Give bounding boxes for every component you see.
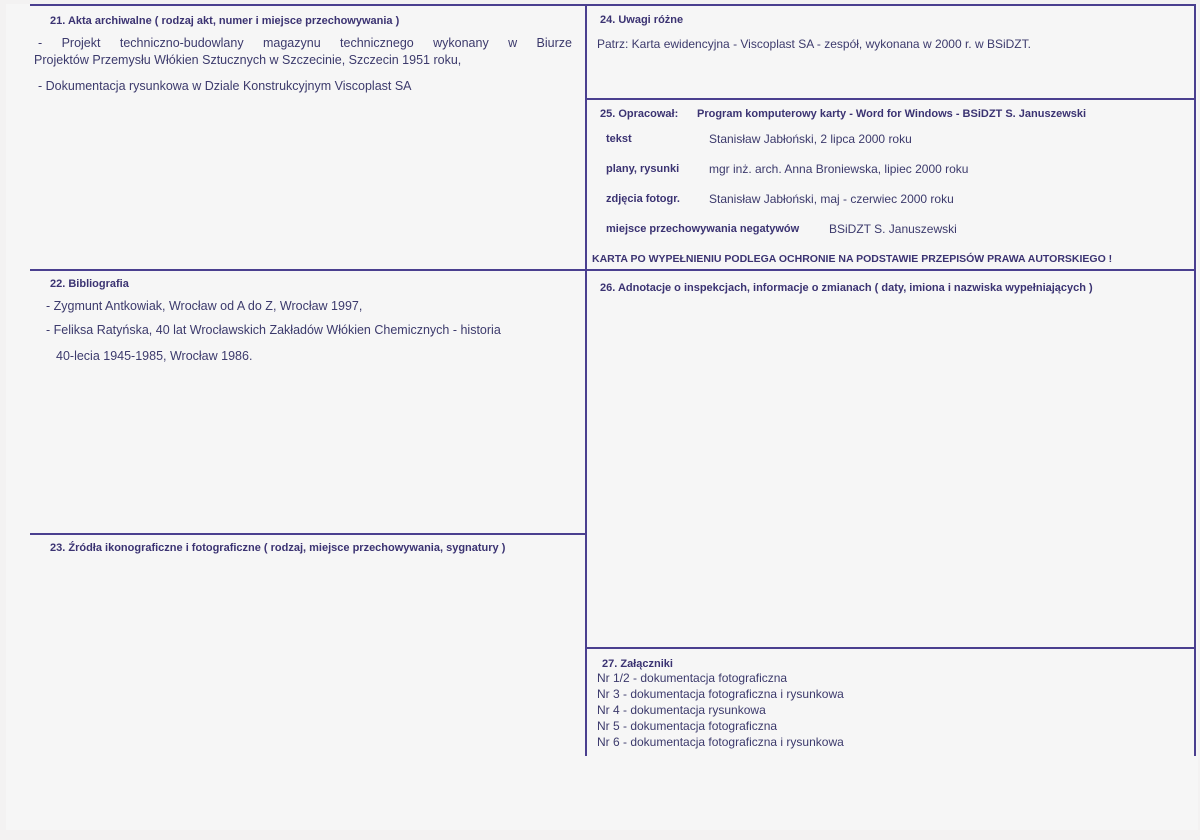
section-23-title: 23. Źródła ikonograficzne i fotograficzne ( rodzaj, miejsce przechowywania, sygnatury ) xyxy=(50,542,506,554)
section-21-line-2: Projektów Przemysłu Włókien Sztucznych w Szczecinie, Szczecin 1951 roku, xyxy=(34,53,462,67)
section-24-line-1: Patrz: Karta ewidencyjna - Viscoplast SA - zespół, wykonana w 2000 r. w BSiDZT. xyxy=(597,37,1031,51)
attachment-item: Nr 5 - dokumentacja fotograficzna xyxy=(597,719,778,733)
section-25-title: 25. Opracował: xyxy=(600,108,679,120)
divider-24-25 xyxy=(586,98,1196,100)
row-label-zdjecia: zdjęcia fotogr. xyxy=(606,193,680,205)
copyright-warning: KARTA PO WYPEŁNIENIU PODLEGA OCHRONIE NA PODSTAWIE PRZEPISÓW PRAWA AUTORSKIEGO ! xyxy=(592,253,1113,265)
attachment-item: Nr 6 - dokumentacja fotograficzna i rysunkowa xyxy=(597,735,844,749)
section-24-title: 24. Uwagi różne xyxy=(600,14,684,26)
section-22-title: 22. Bibliografia xyxy=(50,278,129,290)
row-value-zdjecia: Stanisław Jabłoński, maj - czerwiec 2000 roku xyxy=(709,192,954,206)
row-value-negatywy: BSiDZT S. Januszewski xyxy=(829,222,957,236)
divider-22-23 xyxy=(30,533,586,535)
row-value-plany: mgr inż. arch. Anna Broniewska, lipiec 2000 roku xyxy=(709,162,969,176)
attachment-item: Nr 4 - dokumentacja rysunkowa xyxy=(597,703,766,717)
section-26-title: 26. Adnotacje o inspekcjach, informacje o zmianach ( daty, imiona i nazwiska wypełniających ) xyxy=(600,282,1093,294)
center-divider xyxy=(585,4,587,756)
divider-25-26 xyxy=(30,269,1196,271)
section-27-title: 27. Załączniki xyxy=(602,658,673,670)
top-border xyxy=(30,4,1196,6)
section-22-line-1: - Zygmunt Antkowiak, Wrocław od A do Z, Wrocław 1997, xyxy=(46,299,363,313)
row-label-tekst: tekst xyxy=(606,133,632,145)
section-22-line-2: - Feliksa Ratyńska, 40 lat Wrocławskich Zakładów Włókien Chemicznych - historia xyxy=(46,323,501,337)
section-21-line-1: - Projekt techniczno-budowlany magazynu technicznego wykonany w Biurze xyxy=(38,36,572,50)
divider-26-27 xyxy=(586,647,1196,649)
row-label-plany: plany, rysunki xyxy=(606,163,680,175)
right-border xyxy=(1194,4,1196,756)
section-21-line-3: - Dokumentacja rysunkowa w Dziale Konstrukcyjnym Viscoplast SA xyxy=(38,79,412,93)
attachment-item: Nr 1/2 - dokumentacja fotograficzna xyxy=(597,671,788,685)
section-21-title: 21. Akta archiwalne ( rodzaj akt, numer i miejsce przechowywania ) xyxy=(50,15,400,27)
attachment-item: Nr 3 - dokumentacja fotograficzna i rysunkowa xyxy=(597,687,844,701)
row-value-tekst: Stanisław Jabłoński, 2 lipca 2000 roku xyxy=(709,132,912,146)
row-label-negatywy: miejsce przechowywania negatywów xyxy=(606,223,800,235)
section-25-program: Program komputerowy karty - Word for Windows - BSiDZT S. Januszewski xyxy=(697,108,1087,120)
section-22-line-3: 40-lecia 1945-1985, Wrocław 1986. xyxy=(56,349,253,363)
